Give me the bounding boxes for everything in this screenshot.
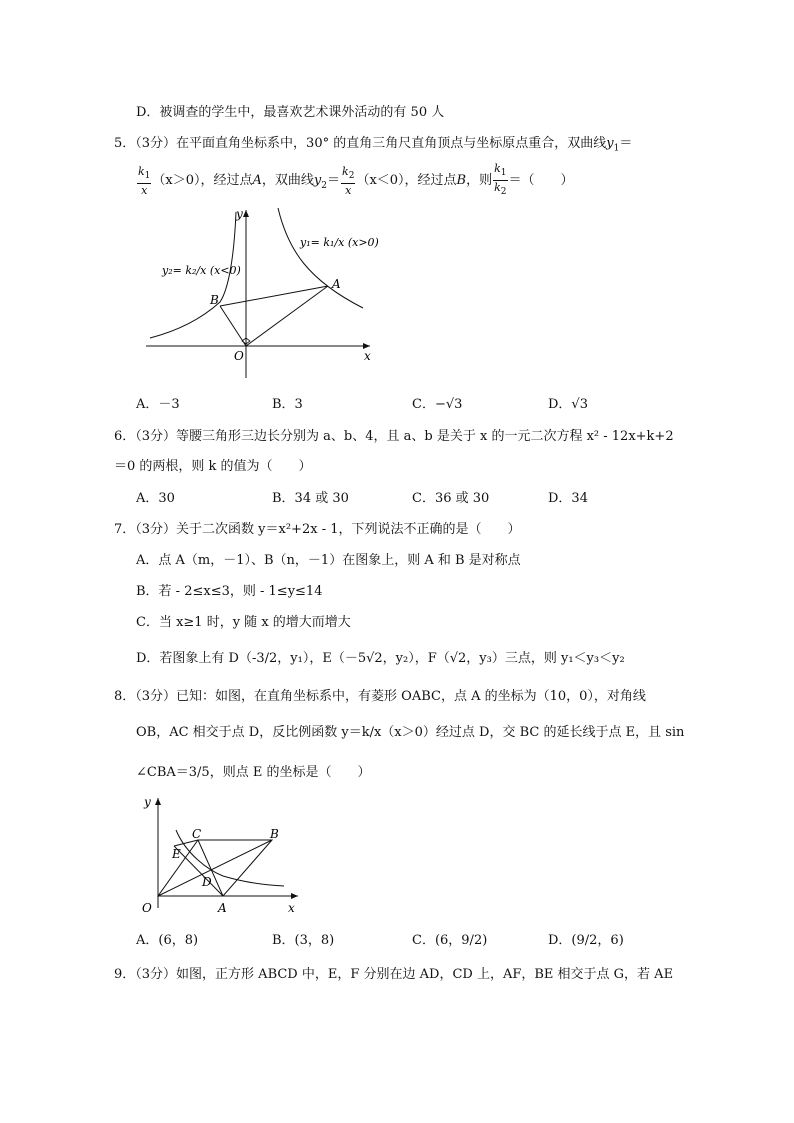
q8-fig-label-y: y: [144, 795, 151, 809]
q8-option-c: C．(6，9/2): [412, 933, 488, 948]
q5-cond-neg: （x＜0），经过点: [356, 173, 457, 189]
q5-y2-sub: 2: [321, 180, 328, 191]
q6-stem-line2: ＝0 的两根，则 k 的值为（ ）: [114, 459, 312, 474]
q8-fig-label-b: B: [270, 827, 279, 841]
q4-option-d: D．被调查的学生中，最喜欢艺术课外活动的有 50 人: [136, 105, 445, 120]
q6-option-d: D．34: [548, 491, 588, 506]
q5-cond-pos: （x＞0），经过点: [152, 173, 253, 189]
q7-option-b: B．若 - 2≤x≤3，则 - 1≤y≤14: [136, 584, 323, 599]
q8-option-d: D．(9/2，6): [548, 933, 624, 948]
q8-option-b: B．(3，8): [272, 933, 335, 948]
q8-option-a: A．(6，8): [136, 933, 199, 948]
q5-stem-line2: [136, 162, 574, 201]
q8-fig-label-o: O: [142, 901, 152, 915]
q5-y2: y: [313, 173, 322, 189]
q6-stem-line1: 6．（3分）等腰三角形三边长分别为 a、b、4，且 a、b 是关于 x 的一元二次方程 x² - 12x+k+2: [114, 429, 674, 444]
q8-fig-label-d: D: [202, 875, 212, 889]
q5-eq: ＝: [619, 136, 633, 151]
q5-stem-line1: [114, 135, 632, 158]
q5-tail: ＝（ ）: [508, 173, 574, 189]
q8-stem-line3: ∠CBA＝3/5，则点 E 的坐标是（ ）: [136, 765, 371, 780]
q5-option-a: A．－3: [136, 397, 180, 412]
q8-fig-label-e: E: [172, 847, 181, 861]
q5-y1: y: [606, 136, 614, 151]
q5-mid: ，双曲线: [261, 173, 314, 189]
q6-option-a: A．30: [136, 491, 175, 506]
q5-fraction-k2-x: $\frac{k_2}{x}$: [342, 164, 355, 197]
q6-option-c: C．36 或 30: [412, 491, 490, 506]
q8-fig-label-x: x: [288, 901, 295, 915]
q8-stem-line1: 8．（3分）已知：如图，在直角坐标系中，有菱形 OABC，点 A 的坐标为（10，0），对角线: [114, 689, 646, 704]
q5-fig-label-y: y: [236, 207, 243, 221]
q7-option-d: D．若图象上有 D（-3/2，y₁），E（－5√2，y₂），F（√2，y₃）三点，则 y₁＜y₃＜y₂: [136, 651, 625, 666]
q5-stem-text: 5．（3分）在平面直角坐标系中，30° 的直角三角尺直角顶点与坐标原点重合，双曲线: [114, 136, 607, 151]
q6-option-b: B．34 或 30: [272, 491, 349, 506]
q8-fig-label-a: A: [218, 901, 227, 915]
q5-figure: [138, 200, 388, 380]
q5-fig-label-o: O: [234, 349, 244, 363]
q5-eq2: ＝: [327, 173, 341, 189]
q5-fig-curve2-label: y₂= k₂/x (x<0): [162, 264, 241, 277]
q5-option-d: D．√3: [548, 397, 588, 412]
q8-fig-label-c: C: [192, 827, 202, 841]
q5-fig-label-b: B: [210, 293, 219, 307]
q9-stem-line1: 9．（3分）如图，正方形 ABCD 中，E，F 分别在边 AD，CD 上，AF，BE 相交于点 G，若 AE: [114, 967, 674, 982]
q5-point-b: B: [456, 173, 467, 189]
q5-option-b: B．3: [272, 397, 303, 412]
q7-stem: 7．（3分）关于二次函数 y＝x²+2x - 1，下列说法不正确的是（ ）: [114, 522, 521, 537]
q8-figure: [138, 790, 308, 920]
q5-fraction-k1-k2: $\frac{k_1}{k_2}$: [494, 162, 507, 198]
q5-then: ，则: [466, 173, 493, 189]
q5-fig-curve1-label: y₁= k₁/x (x>0): [300, 236, 379, 249]
q5-point-a: A: [252, 173, 262, 189]
q7-option-c: C．当 x≥1 时，y 随 x 的增大而增大: [136, 615, 351, 630]
q5-fraction-k1-x: $\frac{k_1}{x}$: [138, 164, 151, 197]
q5-y1-sub: 1: [613, 143, 620, 154]
q5-fig-label-x: x: [364, 349, 371, 363]
q5-fig-label-a: A: [332, 277, 341, 291]
q8-stem-line2: OB，AC 相交于点 D，反比例函数 y＝k/x（x＞0）经过点 D，交 BC 的延长线于点 E，且 sin: [136, 725, 685, 740]
q5-option-c: C．−√3: [412, 397, 463, 412]
q7-option-a: A．点 A（m，－1）、B（n，－1）在图象上，则 A 和 B 是对称点: [136, 553, 521, 568]
